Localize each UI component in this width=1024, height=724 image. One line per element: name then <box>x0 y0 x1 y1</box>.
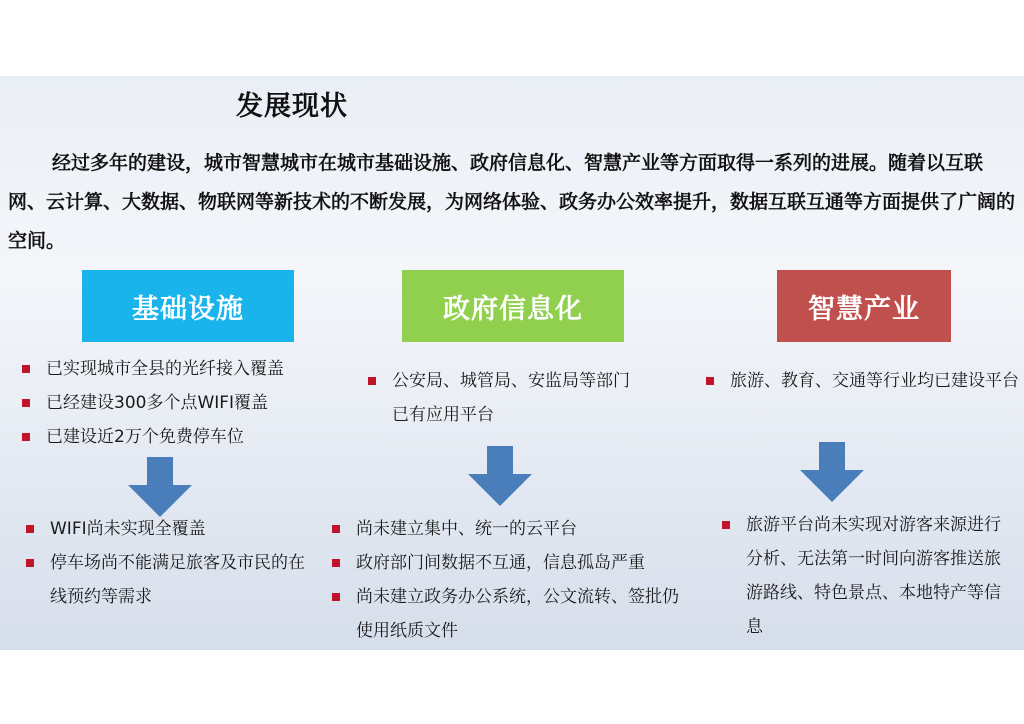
category-smart-industry: 智慧产业 <box>777 270 951 342</box>
list-item: 停车场尚不能满足旅客及市民的在线预约等需求 <box>24 546 312 614</box>
list-item: 尚未建立政务办公系统，公文流转、签批仍使用纸质文件 <box>330 580 690 648</box>
list-item: WIFI尚未实现全覆盖 <box>24 512 312 546</box>
list-item: 尚未建立集中、统一的云平台 <box>330 512 690 546</box>
intro-paragraph <box>8 144 1018 261</box>
intro-text: 经过多年的建设，城市智慧城市在城市基础设施、政府信息化、智慧产业等方面取得一系列的进展。随着以互联网、云计算、大数据、物联网等新技术的不断发展，为网络体验、政务办公效率提升，数据互联互通等方面提供了广阔的空间。 <box>8 152 1016 252</box>
list-item: 已建设近2万个免费停车位 <box>20 420 330 454</box>
industry-problems <box>720 508 1006 644</box>
list-item: 已经建设300多个点WIFI覆盖 <box>20 386 330 420</box>
infrastructure-achievements <box>20 352 330 454</box>
page-title: 发展现状 <box>236 91 348 122</box>
list-item: 旅游、教育、交通等行业均已建设平台 <box>704 364 1024 398</box>
government-achievements <box>366 364 646 432</box>
infrastructure-problems <box>24 512 312 614</box>
category-infrastructure: 基础设施 <box>82 270 294 342</box>
slide <box>0 76 1024 650</box>
list-item: 已实现城市全县的光纤接入覆盖 <box>20 352 330 386</box>
industry-achievements <box>704 364 1024 398</box>
government-problems <box>330 512 690 648</box>
list-item: 旅游平台尚未实现对游客来源进行分析、无法第一时间向游客推送旅游路线、特色景点、本地特产等信息 <box>720 508 1006 644</box>
list-item: 政府部门间数据不互通，信息孤岛严重 <box>330 546 690 580</box>
list-item: 公安局、城管局、安监局等部门已有应用平台 <box>366 364 646 432</box>
category-government-informatization: 政府信息化 <box>402 270 624 342</box>
